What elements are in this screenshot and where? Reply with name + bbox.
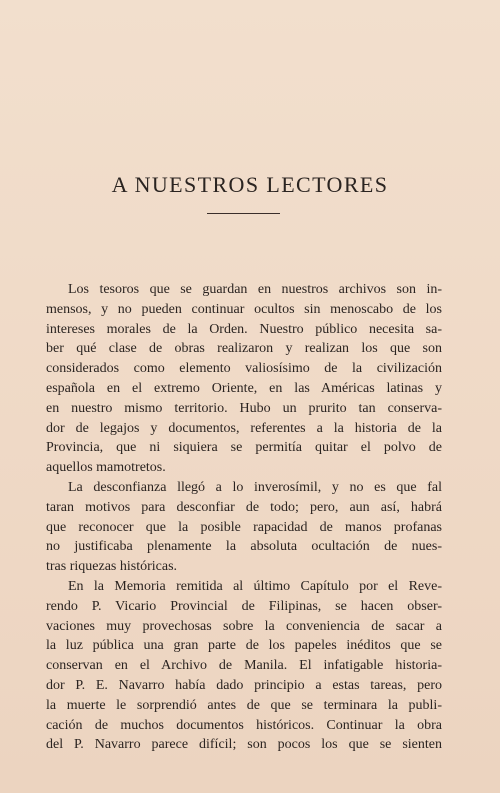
text-line: rendo P. Vicario Provincial de Filipinas, se hacen obser- [46,598,442,614]
text-line: la muerte le sorprendió antes de que se terminara la publi- [46,697,442,713]
text-line: intereses morales de la Orden. Nuestro público necesita sa- [46,321,442,337]
text-line: española en el extremo Oriente, en las Américas latinas y [46,380,442,396]
text-line: Provincia, que ni siquiera se permitía quitar el polvo de [46,440,442,456]
text-line: aquellos mamotretos. [46,460,166,476]
text-line: La desconfianza llegó a lo inverosímil, y no es que fal [68,479,442,495]
paragraph-1 [46,280,442,478]
text-line: que reconocer que la posible rapacidad de manos profanas [46,519,442,535]
title-divider [207,213,280,214]
text-line: tras riquezas históricas. [46,559,178,575]
text-line: En la Memoria remitida al último Capítulo por el Reve- [68,578,442,594]
text-line: dor P. E. Navarro había dado principio a estas tareas, pero [46,677,442,693]
text-line: conservan en el Archivo de Manila. El infatigable historia- [46,658,442,674]
text-line: vaciones muy provechosas sobre la conveniencia de sacar a [46,618,442,634]
text-line: no justificaba plenamente la absoluta ocultación de nues- [46,539,442,555]
text-line: taran motivos para desconfiar de todo; pero, aun así, habrá [46,499,442,515]
text-line: del P. Navarro parece difícil; son pocos los que se sienten [46,737,442,753]
article-body [46,280,442,755]
text-line: dor de legajos y documentos, referentes a la historia de la [46,420,442,436]
paragraph-3 [46,577,442,755]
paragraph-2 [46,478,442,577]
text-line: mensos, y no pueden continuar ocultos sin menoscabo de los [46,301,442,317]
page-title: A NUESTROS LECTORES [111,172,389,197]
text-line: considerados como elemento valiosísimo de la civilización [46,361,442,377]
text-line: cación de muchos documentos históricos. Continuar la obra [46,717,442,733]
text-line: en nuestro mismo territorio. Hubo un prurito tan conserva- [46,400,442,416]
text-line: ber qué clase de obras realizaron y realizan los que son [46,341,442,357]
text-line: Los tesoros que se guardan en nuestros archivos son in- [68,282,442,297]
text-line: la luz pública una gran parte de los papeles inéditos que se [46,638,442,654]
